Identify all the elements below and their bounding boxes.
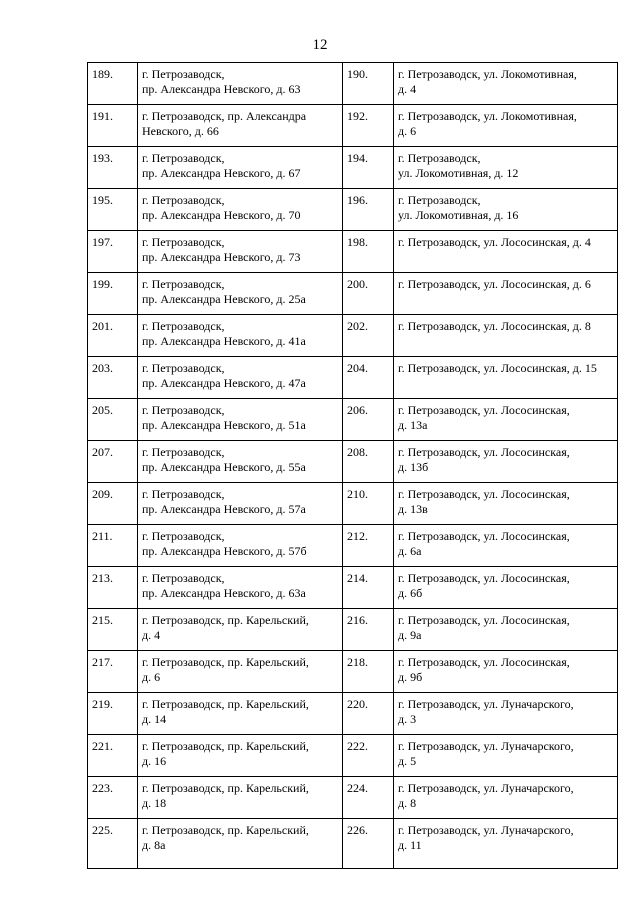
address-right: г. Петрозаводск, ул. Локомотивная, д. 16 [394,189,618,231]
table-row [88,483,618,525]
table-row [88,273,618,315]
table-row [88,441,618,483]
address-table [87,62,618,869]
table-row [88,63,618,105]
row-number-right: 190. [343,63,394,105]
row-number-right: 226. [343,819,394,869]
address-table-body [88,63,618,869]
row-number-left: 207. [88,441,138,483]
row-number-left: 197. [88,231,138,273]
row-number-right: 196. [343,189,394,231]
address-left: г. Петрозаводск, пр. Александра Невского, д. 73 [138,231,343,273]
address-left: г. Петрозаводск, пр. Карельский, д. 16 [138,735,343,777]
table-row [88,819,618,869]
table-row [88,651,618,693]
address-right: г. Петрозаводск, ул. Лососинская, д. 9б [394,651,618,693]
row-number-left: 217. [88,651,138,693]
table-row [88,609,618,651]
address-right: г. Петрозаводск, ул. Локомотивная, д. 4 [394,63,618,105]
address-left: г. Петрозаводск, пр. Александра Невского, д. 41а [138,315,343,357]
address-right: г. Петрозаводск, ул. Луначарского, д. 8 [394,777,618,819]
row-number-right: 204. [343,357,394,399]
table-row [88,357,618,399]
address-left: г. Петрозаводск, пр. Карельский, д. 18 [138,777,343,819]
table-row [88,399,618,441]
row-number-left: 213. [88,567,138,609]
address-left: г. Петрозаводск, пр. Александра Невского, д. 25а [138,273,343,315]
row-number-right: 224. [343,777,394,819]
row-number-right: 210. [343,483,394,525]
table-row [88,525,618,567]
row-number-left: 199. [88,273,138,315]
row-number-right: 216. [343,609,394,651]
address-right: г. Петрозаводск, ул. Лососинская, д. 13а [394,399,618,441]
row-number-left: 221. [88,735,138,777]
row-number-left: 191. [88,105,138,147]
table-row [88,735,618,777]
address-left: г. Петрозаводск, пр. Александра Невского, д. 57а [138,483,343,525]
address-right: г. Петрозаводск, ул. Лососинская, д. 13б [394,441,618,483]
row-number-right: 206. [343,399,394,441]
address-left: г. Петрозаводск, пр. Александра Невского, д. 70 [138,189,343,231]
row-number-right: 192. [343,105,394,147]
address-left: г. Петрозаводск, пр. Александра Невского, д. 63а [138,567,343,609]
address-right: г. Петрозаводск, ул. Луначарского, д. 11 [394,819,618,869]
address-right: г. Петрозаводск, ул. Лососинская, д. 4 [394,231,618,273]
table-row [88,567,618,609]
row-number-right: 220. [343,693,394,735]
row-number-left: 225. [88,819,138,869]
table-row [88,231,618,273]
address-left: г. Петрозаводск, пр. Александра Невского, д. 47а [138,357,343,399]
address-right: г. Петрозаводск, ул. Лососинская, д. 6б [394,567,618,609]
address-left: г. Петрозаводск, пр. Александра Невского, д. 55а [138,441,343,483]
row-number-right: 218. [343,651,394,693]
address-right: г. Петрозаводск, ул. Лососинская, д. 15 [394,357,618,399]
row-number-right: 198. [343,231,394,273]
row-number-left: 211. [88,525,138,567]
table-row [88,105,618,147]
row-number-left: 209. [88,483,138,525]
address-left: г. Петрозаводск, пр. Александра Невского, д. 66 [138,105,343,147]
row-number-left: 215. [88,609,138,651]
row-number-right: 208. [343,441,394,483]
table-row [88,777,618,819]
address-left: г. Петрозаводск, пр. Карельский, д. 14 [138,693,343,735]
row-number-left: 219. [88,693,138,735]
address-left: г. Петрозаводск, пр. Александра Невского, д. 57б [138,525,343,567]
row-number-left: 189. [88,63,138,105]
page-number: 12 [312,37,328,53]
address-right: г. Петрозаводск, ул. Луначарского, д. 5 [394,735,618,777]
row-number-right: 222. [343,735,394,777]
address-right: г. Петрозаводск, ул. Лососинская, д. 8 [394,315,618,357]
row-number-left: 203. [88,357,138,399]
address-right: г. Петрозаводск, ул. Лососинская, д. 13в [394,483,618,525]
address-left: г. Петрозаводск, пр. Карельский, д. 8а [138,819,343,869]
row-number-left: 201. [88,315,138,357]
address-right: г. Петрозаводск, ул. Лососинская, д. 9а [394,609,618,651]
row-number-right: 214. [343,567,394,609]
address-right: г. Петрозаводск, ул. Локомотивная, д. 12 [394,147,618,189]
row-number-right: 212. [343,525,394,567]
row-number-left: 193. [88,147,138,189]
address-left: г. Петрозаводск, пр. Александра Невского, д. 67 [138,147,343,189]
address-left: г. Петрозаводск, пр. Карельский, д. 4 [138,609,343,651]
row-number-left: 195. [88,189,138,231]
row-number-right: 200. [343,273,394,315]
row-number-left: 205. [88,399,138,441]
row-number-right: 194. [343,147,394,189]
table-row [88,315,618,357]
row-number-left: 223. [88,777,138,819]
table-row [88,189,618,231]
address-right: г. Петрозаводск, ул. Луначарского, д. 3 [394,693,618,735]
address-right: г. Петрозаводск, ул. Локомотивная, д. 6 [394,105,618,147]
table-row [88,147,618,189]
table-row [88,693,618,735]
row-number-right: 202. [343,315,394,357]
address-right: г. Петрозаводск, ул. Лососинская, д. 6а [394,525,618,567]
address-left: г. Петрозаводск, пр. Карельский, д. 6 [138,651,343,693]
address-left: г. Петрозаводск, пр. Александра Невского, д. 63 [138,63,343,105]
address-left: г. Петрозаводск, пр. Александра Невского, д. 51а [138,399,343,441]
address-right: г. Петрозаводск, ул. Лососинская, д. 6 [394,273,618,315]
